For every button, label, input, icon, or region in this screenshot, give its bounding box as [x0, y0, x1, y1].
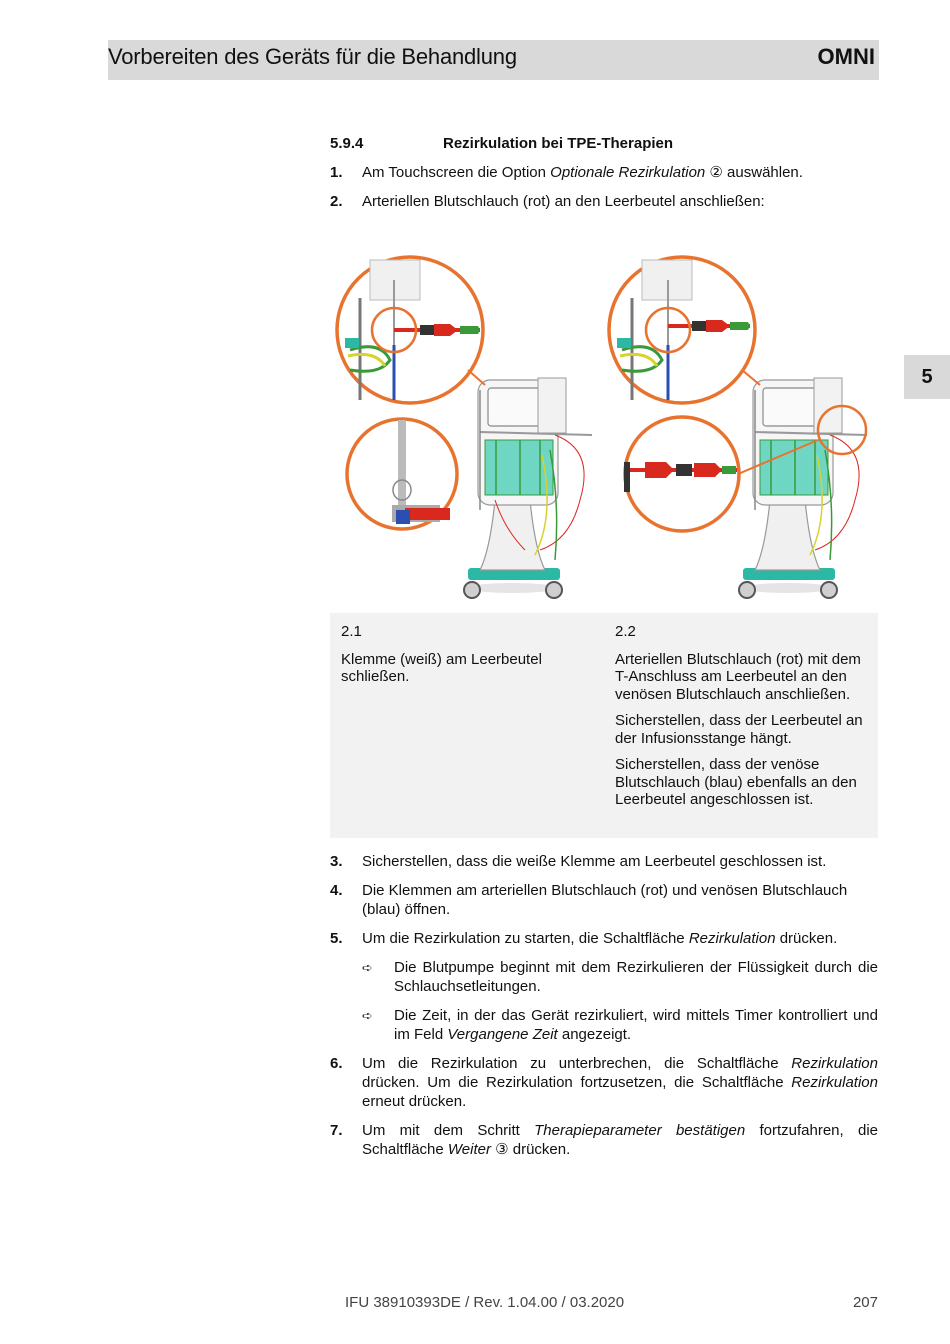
text-part: drücken. — [775, 930, 838, 947]
step-number: 4. — [330, 882, 343, 899]
result-text — [394, 1006, 878, 1044]
caption-table — [330, 613, 878, 838]
text-part: drücken. Um die Rezirkulation fortzusetzen, die Schaltfläche — [362, 1074, 792, 1091]
caption-text: Sicherstellen, dass der venöse Blutschlauch (blau) ebenfalls an den Leerbeutel angeschlossen ist. — [615, 756, 857, 808]
text-part: erneut drücken. — [362, 1093, 467, 1110]
step-number: 6. — [330, 1055, 343, 1072]
button-name: Rezirkulation — [791, 1074, 878, 1091]
button-name: Rezirkulation — [791, 1055, 878, 1072]
section-title: Rezirkulation bei TPE-Therapien — [443, 135, 674, 152]
step-text — [362, 163, 878, 182]
step-text — [362, 929, 878, 948]
step-text: Arteriellen Blutschlauch (rot) an den Leerbeutel anschließen: — [362, 193, 765, 210]
result-arrow-icon: ➪ — [362, 960, 373, 975]
step-number: 3. — [330, 853, 343, 870]
section-number: 5.9.4 — [330, 135, 364, 152]
step-text: Sicherstellen, dass die weiße Klemme am Leerbeutel geschlossen ist. — [362, 853, 827, 870]
step-text: Die Klemmen am arteriellen Blutschlauch (rot) und venösen Blutschlauch (blau) öffnen. — [362, 882, 848, 918]
header-title: Vorbereiten des Geräts für die Behandlung — [108, 44, 517, 69]
chapter-tab: 5 — [904, 355, 950, 399]
caption-label: 2.1 — [341, 623, 362, 640]
page-header — [108, 40, 879, 80]
text-part: ③ drücken. — [490, 1141, 571, 1158]
step-name: Therapieparameter bestätigen — [534, 1122, 746, 1139]
callout-right-bottom — [624, 417, 739, 531]
button-name: Weiter — [447, 1141, 491, 1158]
device-illustration — [330, 250, 878, 610]
callout-left-bottom — [347, 419, 457, 529]
caption-2-2 — [615, 623, 870, 818]
text-part: Am Touchscreen die Option — [362, 164, 551, 181]
callout-right-top — [609, 257, 755, 403]
callout-left-top — [337, 257, 483, 403]
caption-text: Arteriellen Blutschlauch (rot) mit dem T-Anschluss am Leerbeutel an den venösen Blutschlauch anschließen. — [615, 650, 861, 703]
device-left — [464, 378, 592, 598]
caption-label: 2.2 — [615, 623, 636, 640]
step-number: 7. — [330, 1122, 343, 1139]
text-part: angezeigt. — [557, 1026, 632, 1043]
footer-document-id: IFU 38910393DE / Rev. 1.04.00 / 03.2020 — [345, 1294, 625, 1311]
field-name: Vergangene Zeit — [447, 1026, 558, 1043]
result-arrow-icon: ➪ — [362, 1008, 373, 1023]
device-right — [739, 378, 867, 598]
text-part: Um mit dem Schritt — [362, 1122, 535, 1139]
step-number: 5. — [330, 930, 343, 947]
text-part: fortzufahren, die Schaltfläche — [362, 1122, 878, 1158]
button-name: Rezirkulation — [688, 930, 776, 947]
step-text — [362, 1054, 878, 1111]
text-part: Um die Rezirkulation zu unterbrechen, die Schaltfläche — [362, 1055, 792, 1072]
caption-2-1 — [341, 623, 581, 695]
header-product: OMNI — [817, 44, 875, 69]
step-number: 2. — [330, 193, 343, 210]
step-number: 1. — [330, 164, 343, 181]
text-part: Die Zeit, in der das Gerät rezirkuliert, wird mittels Timer kontrolliert und im Feld — [394, 1007, 878, 1043]
page-number: 207 — [852, 1294, 878, 1311]
caption-text: Klemme (weiß) am Leerbeutel schließen. — [341, 650, 542, 685]
result-text: Die Blutpumpe beginnt mit dem Rezirkulieren der Flüssigkeit durch die Schlauchsetleitungen. — [394, 959, 878, 995]
step-text — [362, 1121, 878, 1159]
caption-text: Sicherstellen, dass der Leerbeutel an der Infusionsstange hängt. — [615, 712, 863, 747]
text-part: Um die Rezirkulation zu starten, die Schaltfläche — [362, 930, 689, 947]
text-part: ② auswählen. — [705, 164, 803, 181]
option-name: Optionale Rezirkulation — [550, 164, 706, 181]
